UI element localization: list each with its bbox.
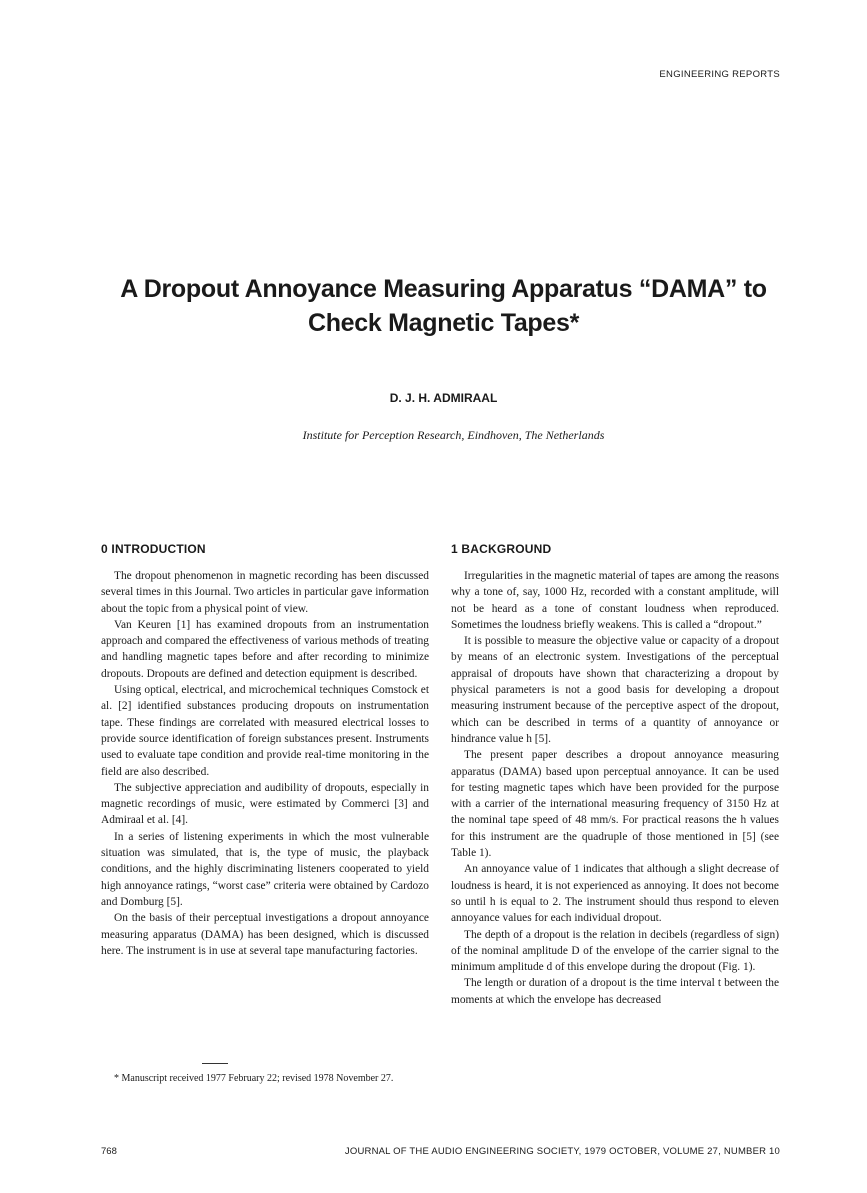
left-column: [101, 542, 429, 959]
background-paragraph: It is possible to measure the objective value or capacity of a dropout by means of an electronic system. Investigations of the perceptual appraisal of dropouts have shown that characterizing a dropout by physical parameters is not a good basis for developing a dropout measuring instrument because of the perceptive aspect of the dropout, which can be described in terms of a quantity of annoyance or hindrance value h [5].: [451, 635, 779, 745]
background-paragraph: Irregularities in the magnetic material of tapes are among the reasons why a tone of, say, 1000 Hz, recorded with a constant amplitude, will not be heard as a tone of constant loudness when reproduced. Sometimes the loudness briefly weakens. This is called a “dropout.”: [451, 570, 780, 631]
footnote: * Manuscript received 1977 February 22; revised 1978 November 27.: [114, 1073, 394, 1084]
introduction-paragraph: The subjective appreciation and audibility of dropouts, especially in magnetic recordings of music, were estimated by Commerci [3] and Admiraal et al. [4].: [101, 781, 429, 827]
affiliation: Institute for Perception Research, Eindhoven, The Netherlands: [302, 428, 605, 442]
background-heading: 1 BACKGROUND: [451, 542, 552, 556]
background-paragraph: The present paper describes a dropout annoyance measuring apparatus (DAMA) based upon perceptual annoyance. It can be used for testing magnetic tapes which have been provided for the purpose with a carrier of the international measuring frequency of 3150 Hz at the nominal tape speed of 48 mm/s. For practical reasons the h values for this instrument are the quadruple of those mentioned in [5] (see Table 1).: [451, 749, 779, 860]
journal-footer: JOURNAL OF THE AUDIO ENGINEERING SOCIETY, 1979 OCTOBER, VOLUME 27, NUMBER 10: [344, 1146, 780, 1157]
background-paragraph: The depth of a dropout is the relation in decibels (regardless of sign) of the nominal amplitude D of the envelope of the carrier signal to the minimum amplitude d of this envelope during the dropout (Fig. 1).: [451, 928, 779, 974]
title-line-1: A Dropout Annoyance Measuring Apparatus “DAMA” to: [120, 275, 767, 303]
author: D. J. H. ADMIRAAL: [389, 391, 498, 405]
page-number: 768: [101, 1146, 117, 1157]
article-title: [60, 272, 827, 340]
introduction-paragraph: On the basis of their perceptual investigations a dropout annoyance measuring apparatus (DAMA) has been designed, which is discussed here. The instrument is in use at several tape manufacturing factories.: [101, 912, 429, 957]
title-line-2: Check Magnetic Tapes*: [307, 309, 580, 337]
footnote-rule: [202, 1063, 228, 1064]
introduction-paragraph: Using optical, electrical, and microchemical techniques Comstock et al. [2] identified substances producing dropouts on instrumentation tape. These findings are correlated with measured electrical losses to provide source identification of foreign substances present. Instruments used to evaluate tape condition and provide real-time monitoring in the field are also described.: [101, 684, 429, 778]
introduction-heading: 0 INTRODUCTION: [101, 542, 206, 556]
running-head: ENGINEERING REPORTS: [659, 69, 780, 80]
introduction-paragraph: Van Keuren [1] has examined dropouts from an instrumentation approach and compared the effectiveness of various methods of treating and handling magnetic tapes before and after recording to minimize dropouts. Dropouts are defined and detection equipment is described.: [101, 618, 429, 680]
right-column: [451, 542, 779, 1008]
background-paragraph: An annoyance value of 1 indicates that although a slight decrease of loudness is heard, it is not experienced as annoying. It does not become so until h is equal to 2. The instrument should thus respond to eleven annoyance values for each individual dropout.: [451, 863, 779, 925]
introduction-paragraph: In a series of listening experiments in which the most vulnerable situation was simulated, that is, the type of music, the playback conditions, and the highly discriminating listeners cooperated to yield high annoyance ratings, “worst case” criteria were obtained by Cardozo and Domburg [5].: [101, 830, 429, 908]
introduction-paragraph: The dropout phenomenon in magnetic recording has been discussed several times in this Journal. Two articles in particular gave information about the topic from a physical point of view.: [101, 570, 429, 615]
background-paragraph: The length or duration of a dropout is the time interval t between the moments at which the envelope has decreased: [451, 977, 779, 1006]
